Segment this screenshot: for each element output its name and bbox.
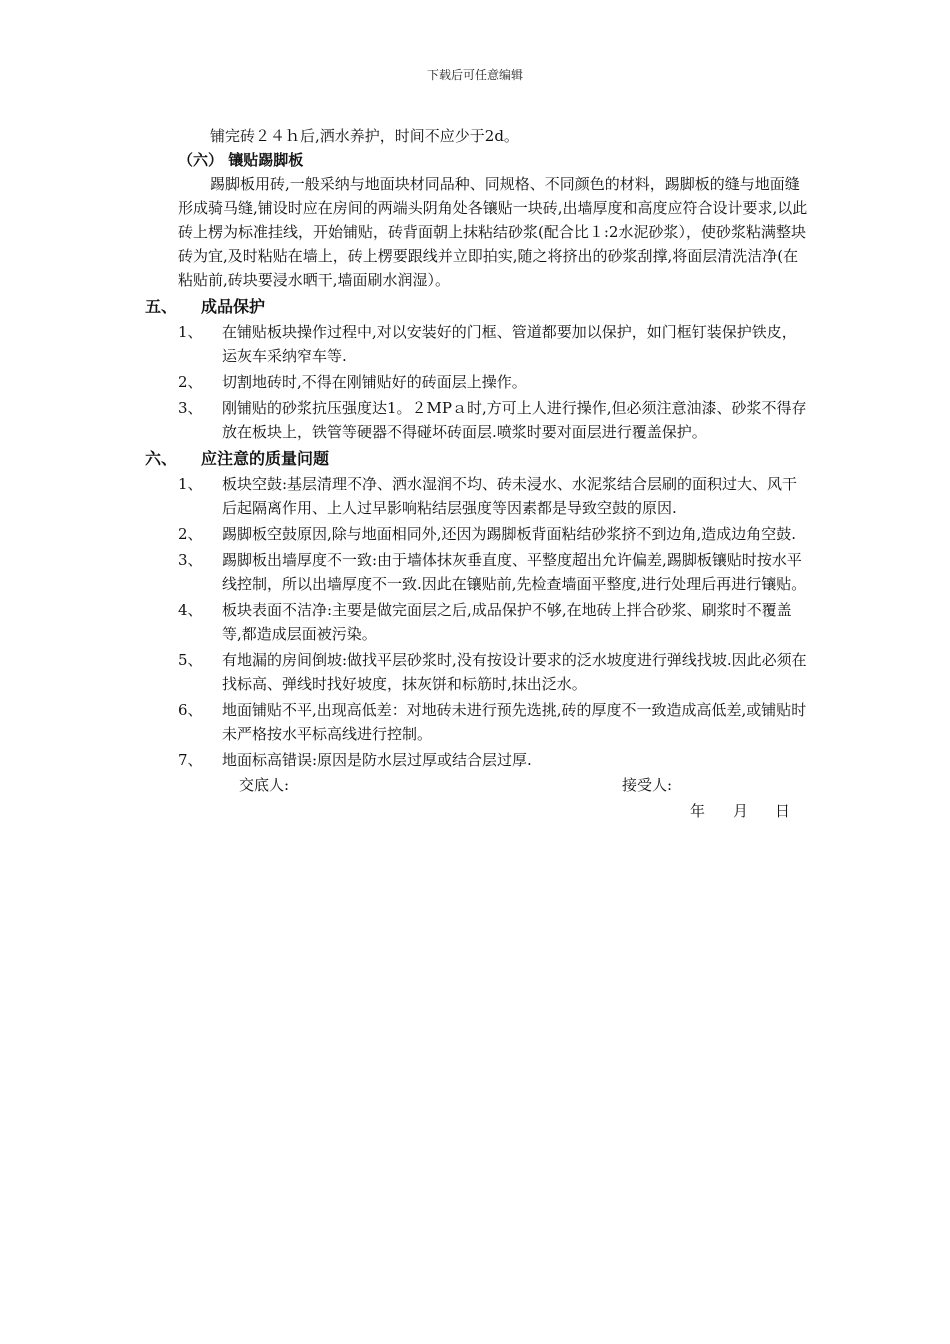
- item-text: 地面铺贴不平,出现高低差：对地砖未进行预先选挑,砖的厚度不一致造成高低差,或铺贴时未严格按水平标高线进行控制。: [222, 701, 807, 743]
- list-item: [0, 698, 950, 746]
- item-text: 有地漏的房间倒坡:做找平层砂浆时,没有按设计要求的泛水坡度进行弹线找坡.因此必须在找标高、弹线时找好坡度，抹灰饼和标筋时,抹出泛水。: [222, 651, 807, 693]
- item-number: 1、: [178, 475, 203, 493]
- item-number: 5、: [178, 651, 203, 669]
- item-text: 踢脚板空鼓原因,除与地面相同外,还因为踢脚板背面粘结砂浆挤不到边角,造成边角空鼓.: [222, 525, 797, 543]
- list-item: [0, 648, 950, 696]
- item-number: 7、: [178, 751, 203, 769]
- subsection-heading-6: （六） 镶贴踢脚板: [178, 151, 304, 169]
- date-year-label: 年: [690, 802, 706, 820]
- item-number: 1、: [178, 323, 203, 341]
- list-item: [0, 320, 950, 368]
- item-number: 3、: [178, 551, 203, 569]
- section-title: 成品保护: [201, 297, 266, 316]
- section-title: 应注意的质量问题: [201, 449, 330, 468]
- list-item: [0, 522, 950, 546]
- item-number: 2、: [178, 373, 203, 391]
- date-row: [0, 798, 950, 824]
- item-text: 板块空鼓:基层清理不净、洒水湿润不均、砖未浸水、水泥浆结合层刷的面积过大、风干后起隔离作用、上人过早影响粘结层强度等因素都是导致空鼓的原因.: [222, 475, 798, 517]
- date-month-label: 月: [733, 802, 749, 820]
- subsection-paragraph-6: 踢脚板用砖,一般采纳与地面块材同品种、同规格、不同颜色的材料，踢脚板的缝与地面缝形成骑马缝,铺设时应在房间的两端头阴角处各镶贴一块砖,出墙厚度和高度应符合设计要求,以此砖上楞为标准挂线，开始铺贴，砖背面朝上抹粘结砂浆(配合比１:2水泥砂浆），使砂浆粘满整块砖为宜,及时粘贴在墙上，砖上楞要跟线并立即拍实,随之将挤出的砂浆刮撑,将面层清洗洁净(在粘贴前,砖块要浸水晒干,墙面刷水润湿）。: [178, 175, 808, 289]
- signature-row: [0, 772, 950, 798]
- item-number: 6、: [178, 701, 203, 719]
- receiver-label: 接受人:: [622, 776, 673, 794]
- item-text: 地面标高错误:原因是防水层过厚或结合层过厚.: [222, 751, 532, 769]
- item-text: 切割地砖时,不得在刚铺贴好的砖面层上操作。: [222, 373, 527, 391]
- item-number: 2、: [178, 525, 203, 543]
- intro-line: 铺完砖２４ｈ后,洒水养护，时间不应少于2d。: [210, 127, 519, 145]
- item-text: 在铺贴板块操作过程中,对以安装好的门框、管道都要加以保护，如门框钉装保护铁皮，运灰车采纳窄车等.: [222, 323, 797, 365]
- section-number: 六、: [145, 449, 178, 468]
- section-heading-5: [0, 294, 950, 320]
- item-number: 4、: [178, 601, 203, 619]
- list-item: [0, 598, 950, 646]
- date-day-label: 日: [775, 802, 791, 820]
- page-header: 下载后可任意编辑: [426, 68, 523, 82]
- giver-label: 交底人:: [239, 776, 290, 794]
- section-heading-6: [0, 446, 950, 472]
- list-item: [0, 472, 950, 520]
- list-item: [0, 548, 950, 596]
- section-number: 五、: [145, 297, 178, 316]
- list-item: [0, 370, 950, 394]
- item-text: 刚铺贴的砂浆抗压强度达1。２MPａ时,方可上人进行操作,但必须注意油漆、砂浆不得存放在板块上，铁管等硬器不得碰坏砖面层.喷浆时要对面层进行覆盖保护。: [222, 399, 807, 441]
- list-item: [0, 396, 950, 444]
- item-text: 踢脚板出墙厚度不一致:由于墙体抹灰垂直度、平整度超出允许偏差,踢脚板镶贴时按水平线控制，所以出墙厚度不一致.因此在镶贴前,先检查墙面平整度,进行处理后再进行镶贴。: [222, 551, 807, 593]
- item-text: 板块表面不洁净:主要是做完面层之后,成品保护不够,在地砖上拌合砂浆、刷浆时不覆盖等,都造成层面被污染。: [222, 601, 792, 643]
- item-number: 3、: [178, 399, 203, 417]
- document-body: [0, 124, 950, 824]
- list-item: [0, 748, 950, 772]
